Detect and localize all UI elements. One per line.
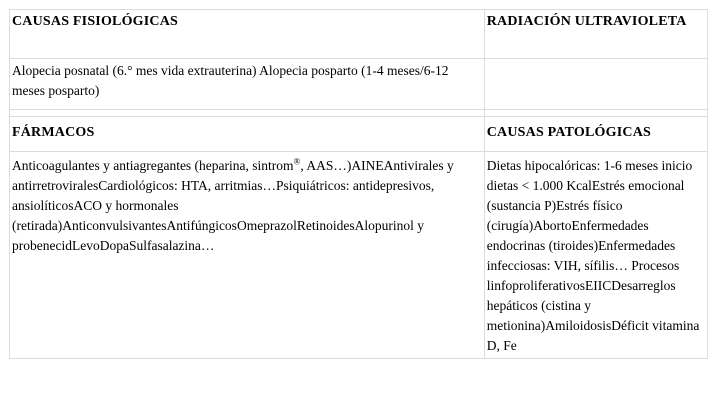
- header-physiological-causes: CAUSAS FISIOLÓGICAS: [10, 10, 485, 59]
- table-row: [10, 152, 708, 359]
- registered-mark: ®: [293, 156, 301, 167]
- table-row: [10, 59, 708, 110]
- table-spacer-row: [10, 110, 708, 117]
- table-row: [10, 10, 708, 59]
- spacer-cell: [484, 110, 707, 117]
- header-drugs: FÁRMACOS: [10, 117, 485, 152]
- ultraviolet-radiation-cell: [484, 59, 707, 110]
- drugs-cell: [10, 152, 485, 359]
- header-pathological-causes: CAUSAS PATOLÓGICAS: [484, 117, 707, 152]
- drugs-text-rest: , AAS…)AINEAntivirales y antirretroviralesCardiológicos: HTA, arritmias…Psiquiátricos: antidepresivos, ansiolíticosACO y hormonales (retirada)AnticonvulsivantesAntifúngicosOmeprazolRetinoidesAlopurinol y probenecidLevoDopaSulfasalazina…: [12, 158, 454, 253]
- causes-table: [9, 9, 708, 359]
- spacer-cell: [10, 110, 485, 117]
- table-row: [10, 117, 708, 152]
- physiological-causes-cell: Alopecia posnatal (6.° mes vida extrauterina) Alopecia posparto (1-4 meses/6-12 meses posparto): [10, 59, 485, 110]
- drugs-text-start: Anticoagulantes y antiagregantes (heparina, sintrom: [12, 158, 294, 173]
- header-ultraviolet-radiation: RADIACIÓN ULTRAVIOLETA: [484, 10, 707, 59]
- pathological-causes-cell: Dietas hipocalóricas: 1-6 meses inicio dietas < 1.000 KcalEstrés emocional (sustancia P)Estrés físico (cirugía)AbortoEnfermedades endocrinas (tiroides)Enfermedades infecciosas: VIH, sífilis… Procesos linfoproliferativosEIICDesarreglos hepáticos (cistina y metionina)AmiloidosisDéficit vitamina D, Fe: [484, 152, 707, 359]
